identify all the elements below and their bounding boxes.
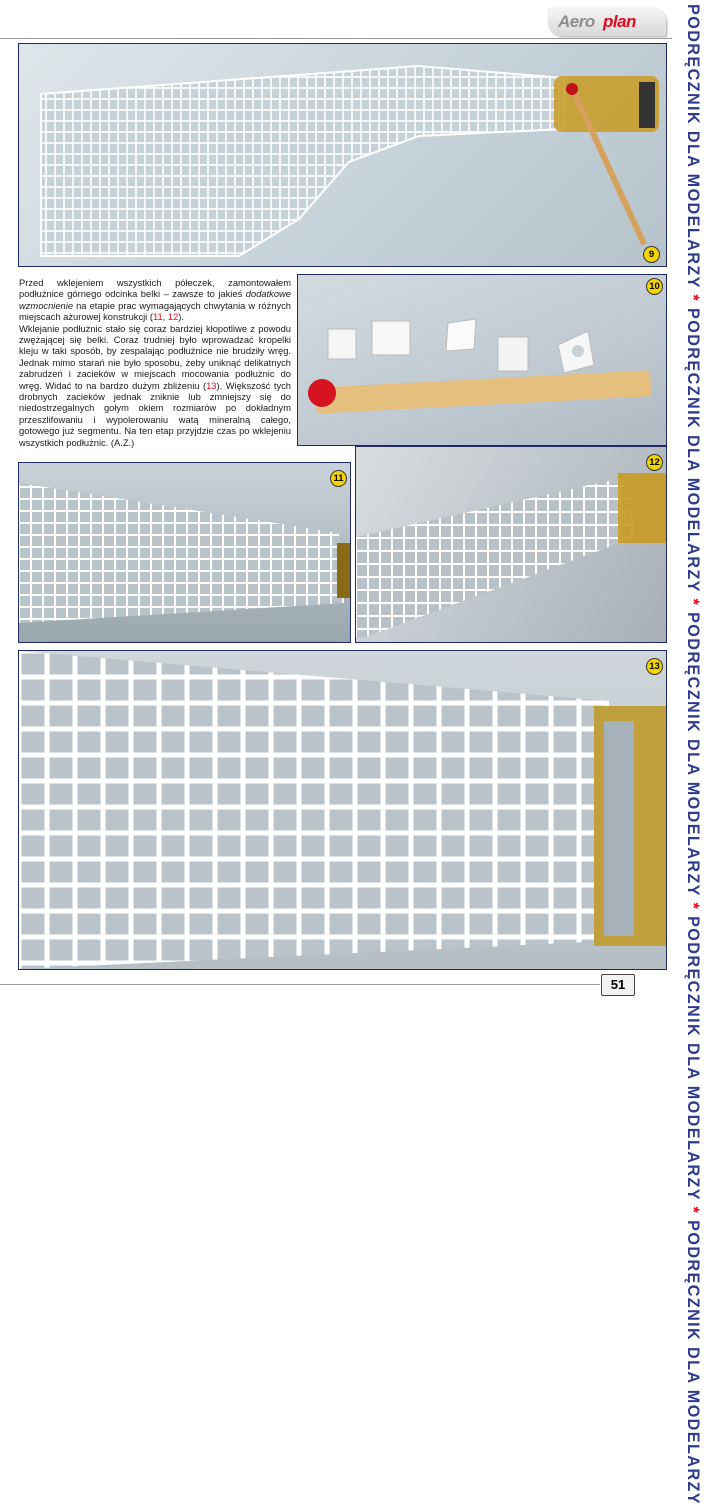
side-band-star: *	[684, 294, 702, 309]
side-band-segment: PODRĘCZNIK DLA MODELARZY	[684, 1220, 702, 1505]
lattice-closeup-illustration	[19, 463, 350, 642]
article-body	[19, 278, 291, 449]
photo-number-badge: 11	[330, 470, 347, 487]
photo-12	[355, 446, 667, 643]
emphasis-text: dodatkowe wzmocnienie	[19, 289, 291, 311]
photo-number-badge: 13	[646, 658, 663, 675]
logo-aero-text: Aero	[558, 12, 595, 31]
side-band-segment: PODRĘCZNIK DLA MODELARZY	[684, 4, 702, 289]
tapered-lattice-illustration	[356, 447, 666, 642]
footer-rule	[0, 984, 600, 985]
photo-number-badge: 12	[646, 454, 663, 471]
page-number: 51	[601, 974, 635, 996]
side-band-segment: PODRĘCZNIK DLA MODELARZY	[684, 308, 702, 593]
photo-11	[18, 462, 351, 643]
logo-plan-text: plan	[603, 12, 636, 31]
lattice-macro-illustration	[19, 651, 666, 969]
side-band	[672, 0, 707, 1505]
side-band-segment: PODRĘCZNIK DLA MODELARZY	[684, 916, 702, 1201]
side-band-star: *	[684, 902, 702, 917]
article-paragraph	[19, 278, 291, 324]
text-run: Wklejanie podłużnic stało się coraz bardziej kłopotliwe z powodu zwężającej się belki. Coraz trudniej było wprowadzać kropelki kleju w taki sposób, by zespalając podłużnice nie brudziły wręg. Jednak mimo starań nie było sposobu, żeby uniknąć delikatnych zabrudzeń i zacieków w miejscach mocowania podłużnic do wręg. Widać to na bardzo dużym zbliżeniu (	[19, 323, 291, 391]
photo-9	[18, 43, 667, 267]
text-run: Przed wklejeniem wszystkich półeczek, zamontowałem podłużnice górnego odcinka belki – zawsze to jakieś	[19, 278, 291, 300]
photo-10	[297, 274, 667, 446]
text-run: na etapie prac wymagających chwytania w różnych miejscach ażurowej konstrukcji (	[19, 300, 291, 323]
photo-number-badge: 9	[643, 246, 660, 263]
photo-reference: 11, 12	[152, 312, 179, 323]
side-band-text	[678, 4, 702, 1505]
side-band-star: *	[684, 598, 702, 613]
side-band-star: *	[684, 1206, 702, 1221]
side-band-segment: PODRĘCZNIK DLA MODELARZY	[684, 612, 702, 897]
text-run: ). Większość tych drobnych zacieków jednak zniknie lub zmniejszy się do niedostrzegalnych gołym okiem rozmiarów po dokładnym przeszlifowaniu i wypolerowaniu watą mineralną całego, gotowego już segmentu. Na ten etap przyjdzie czas po wklejeniu wszystkich podłużnic. (A.Z.)	[19, 380, 291, 448]
aeroplan-logo	[548, 8, 666, 36]
lattice-fuselage-illustration	[19, 44, 666, 266]
white-parts-illustration	[298, 275, 666, 445]
article-paragraph	[19, 324, 291, 449]
header-rule	[0, 38, 672, 39]
photo-number-badge: 10	[646, 278, 663, 295]
text-run: ).	[178, 312, 184, 323]
photo-13	[18, 650, 667, 970]
photo-reference: 13	[206, 380, 217, 391]
